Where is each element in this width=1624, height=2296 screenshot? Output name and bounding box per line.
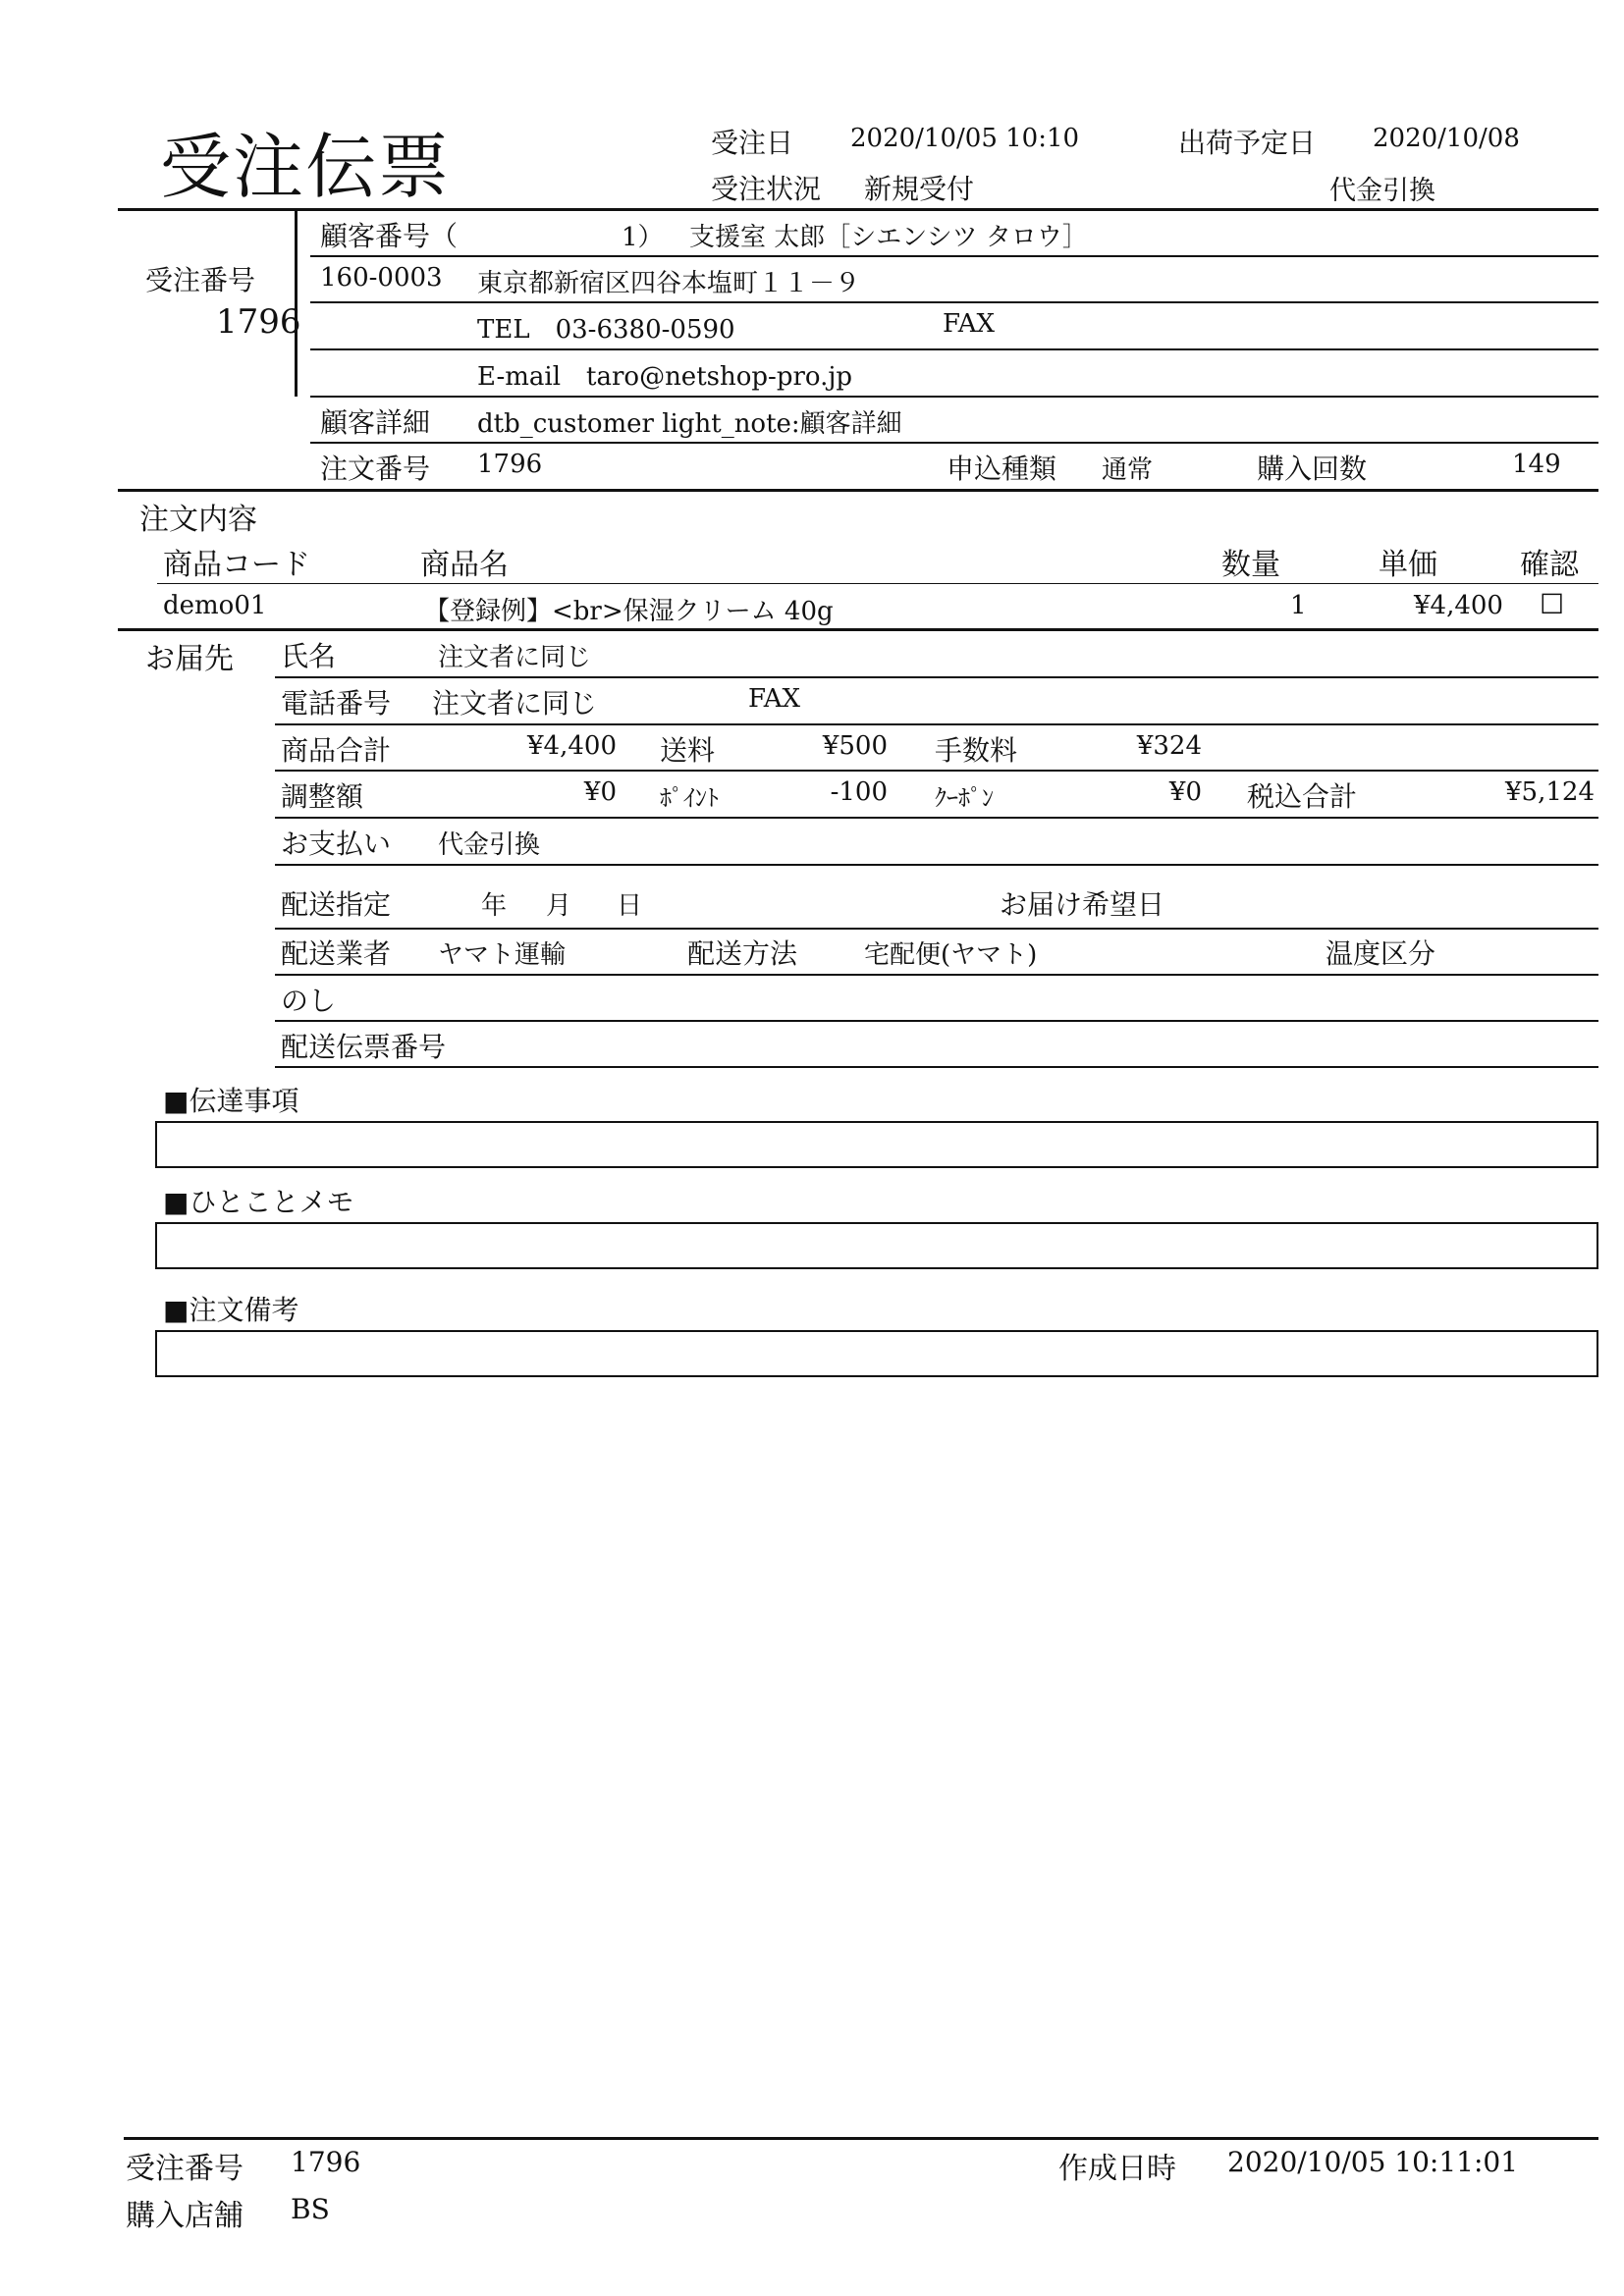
ship-year-label: 年 (481, 891, 508, 921)
ship-month-label: 月 (546, 891, 572, 921)
desired-date-label: お届け希望日 (1000, 888, 1165, 921)
recipient-phone-value: 注文者に同じ (432, 687, 598, 720)
header-rule (118, 208, 1598, 211)
footer-shop-label: 購入店舗 (126, 2199, 244, 2233)
apply-type-value: 通常 (1102, 455, 1154, 485)
status-label: 受注状況 (711, 173, 822, 205)
order-no-value: 1796 (216, 302, 301, 342)
order-no-label: 受注番号 (145, 264, 256, 296)
payment-value: 代金引換 (438, 830, 541, 860)
ship-day-label: 日 (617, 891, 643, 921)
customer-id-value: 1） (622, 223, 664, 252)
row-rule (275, 928, 1598, 930)
carrier-value: ヤマト運輸 (438, 940, 567, 970)
items-header-rule (157, 583, 1598, 584)
col-header-check: 確認 (1520, 548, 1579, 582)
memo-box[interactable] (155, 1222, 1598, 1269)
adjust-value: ¥0 (583, 777, 617, 807)
ship-date: 2020/10/08 (1373, 124, 1520, 153)
footer-order-no: 1796 (291, 2146, 361, 2178)
footer-shop: BS (291, 2193, 330, 2225)
footer-order-no-label: 受注番号 (126, 2152, 244, 2186)
col-header-qty: 数量 (1221, 548, 1280, 582)
col-header-name: 商品名 (420, 548, 509, 582)
page-title: 受注伝票 (160, 126, 452, 208)
subtotal-label: 商品合計 (281, 734, 392, 767)
row-rule (275, 1020, 1598, 1022)
row-rule (310, 442, 1598, 444)
delivery-label: お届先 (145, 642, 234, 676)
recipient-phone-label: 電話番号 (281, 687, 392, 720)
order-number-value: 1796 (477, 450, 543, 479)
row-rule (310, 255, 1598, 257)
notice-box[interactable] (155, 1121, 1598, 1168)
adjust-label: 調整額 (281, 780, 364, 813)
coupon-label: ｸｰﾎﾟﾝ (935, 784, 994, 812)
item-price: ¥4,400 (1414, 591, 1503, 620)
row-rule (275, 817, 1598, 819)
items-section-label: 注文内容 (139, 503, 257, 537)
item-qty: 1 (1290, 591, 1307, 620)
customer-detail-label: 顧客詳細 (320, 406, 431, 439)
temperature-label: 温度区分 (1326, 937, 1436, 970)
ship-date-label: 出荷予定日 (1178, 127, 1317, 159)
fee-value: ¥324 (1136, 731, 1202, 761)
customer-name: 支援室 太郎［シエンシツ タロウ］ (689, 223, 1088, 252)
purchase-count-label: 購入回数 (1257, 453, 1368, 485)
customer-id-label: 顧客番号（ (320, 220, 459, 252)
subtotal-value: ¥4,400 (527, 731, 617, 761)
customer-fax: FAX (943, 309, 996, 339)
slip-number-label: 配送伝票番号 (281, 1031, 447, 1063)
fee-label: 手数料 (935, 734, 1018, 767)
memo-label: ■ひとことメモ (163, 1186, 354, 1218)
row-rule (275, 723, 1598, 725)
customer-address: 東京都新宿区四谷本塩町１１－９ (477, 269, 861, 298)
payment-top: 代金引換 (1329, 176, 1435, 206)
shipping-value: ¥500 (822, 731, 888, 761)
col-header-price: 単価 (1379, 548, 1437, 582)
customer-zip: 160-0003 (320, 263, 443, 293)
payment-label: お支払い (281, 828, 392, 860)
order-date: 2020/10/05 10:10 (850, 124, 1080, 153)
total-label: 税込合計 (1247, 780, 1358, 813)
customer-detail-value: dtb_customer light_note:顧客詳細 (477, 409, 902, 439)
customer-tel: TEL 03-6380-0590 (477, 315, 735, 345)
remarks-label: ■注文備考 (163, 1294, 299, 1326)
item-check-box[interactable]: ☐ (1540, 588, 1565, 620)
apply-type-label: 申込種類 (947, 453, 1057, 485)
row-rule (275, 1066, 1598, 1068)
order-date-label: 受注日 (711, 127, 794, 159)
recipient-name-label: 氏名 (281, 640, 337, 672)
recipient-name-value: 注文者に同じ (438, 643, 592, 672)
row-rule (275, 676, 1598, 678)
point-label: ﾎﾟｲﾝﾄ (660, 784, 719, 812)
coupon-value: ¥0 (1168, 777, 1202, 807)
section-rule (118, 489, 1598, 492)
noshi-label: のし (281, 985, 337, 1017)
footer-created: 2020/10/05 10:11:01 (1227, 2146, 1519, 2178)
row-rule (310, 301, 1598, 303)
order-number-label: 注文番号 (320, 453, 431, 485)
ship-spec-label: 配送指定 (281, 888, 392, 921)
row-rule (275, 770, 1598, 772)
footer-rule (124, 2137, 1598, 2140)
item-code: demo01 (163, 591, 267, 620)
remarks-box[interactable] (155, 1330, 1598, 1377)
notice-label: ■伝達事項 (163, 1085, 299, 1117)
row-rule (275, 864, 1598, 866)
method-value: 宅配便(ヤマト) (864, 940, 1038, 970)
point-value: -100 (830, 777, 888, 807)
carrier-label: 配送業者 (281, 937, 392, 970)
method-label: 配送方法 (687, 937, 798, 970)
section-rule (118, 628, 1598, 631)
footer-created-label: 作成日時 (1058, 2152, 1176, 2186)
row-rule (275, 974, 1598, 976)
total-value: ¥5,124 (1505, 777, 1595, 807)
item-name: 【登録例】<br>保湿クリーム 40g (424, 597, 834, 626)
row-rule (310, 396, 1598, 398)
row-rule (310, 348, 1598, 350)
recipient-fax-label: FAX (748, 684, 801, 714)
customer-email: E-mail taro@netshop-pro.jp (477, 362, 853, 392)
status-value: 新規受付 (864, 173, 975, 205)
col-header-code: 商品コード (163, 548, 310, 582)
shipping-label: 送料 (660, 734, 716, 767)
purchase-count-value: 149 (1512, 450, 1561, 479)
